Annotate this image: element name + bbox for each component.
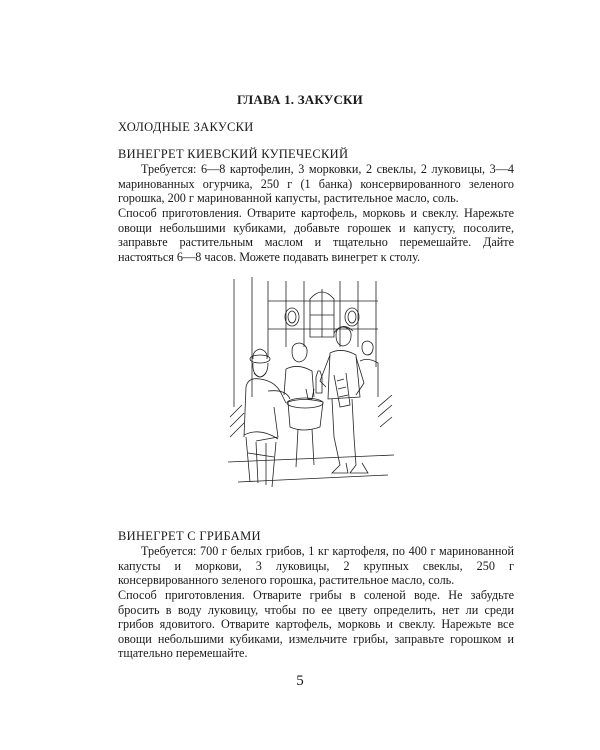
tavern-illustration	[228, 277, 394, 497]
section-heading: ХОЛОДНЫЕ ЗАКУСКИ	[118, 120, 254, 134]
chapter-title: ГЛАВА 1. ЗАКУСКИ	[237, 92, 363, 107]
recipe-method-kiev: Способ приготовления. Отварите картофель, морковь и свеклу. Нарежьте овощи небольшими кубиками, добавьте горошек и капусту, посолите, заправьте растительным маслом и тщательно перемешайте. Дайте настояться 6—8 часов. Можете подавать винегрет к столу.	[118, 206, 514, 264]
recipe-title-mushroom: ВИНЕГРЕТ С ГРИБАМИ	[118, 529, 261, 543]
recipe-ingredients-kiev: Требуется: 6—8 картофелин, 3 морковки, 2 свеклы, 2 луковицы, 3—4 маринованных огурчика, 250 г (1 банка) консервированного зеленого горошка, 200 г маринованной капусты, растительное масло, соль.	[118, 162, 514, 206]
page-number: 5	[296, 673, 304, 689]
recipe-title-kiev: ВИНЕГРЕТ КИЕВСКИЙ КУПЕЧЕСКИЙ	[118, 147, 349, 161]
recipe-method-mushroom: Способ приготовления. Отварите грибы в соленой воде. Не забудьте бросить в воду луковицу, чтобы по ее цвету определить, нет ли среди грибов ядовитого. Отварите картофель, морковь и свеклу. Нарежьте все овощи небольшими кубиками, измельчите грибы, заправьте горошком и тщательно перемешайте.	[118, 588, 514, 661]
recipe-ingredients-mushroom: Требуется: 700 г белых грибов, 1 кг картофеля, по 400 г маринованной капусты и моркови, 3 луковицы, 2 крупных свеклы, 250 г консервированного зеленого горошка, растительное масло, соль.	[118, 544, 514, 588]
